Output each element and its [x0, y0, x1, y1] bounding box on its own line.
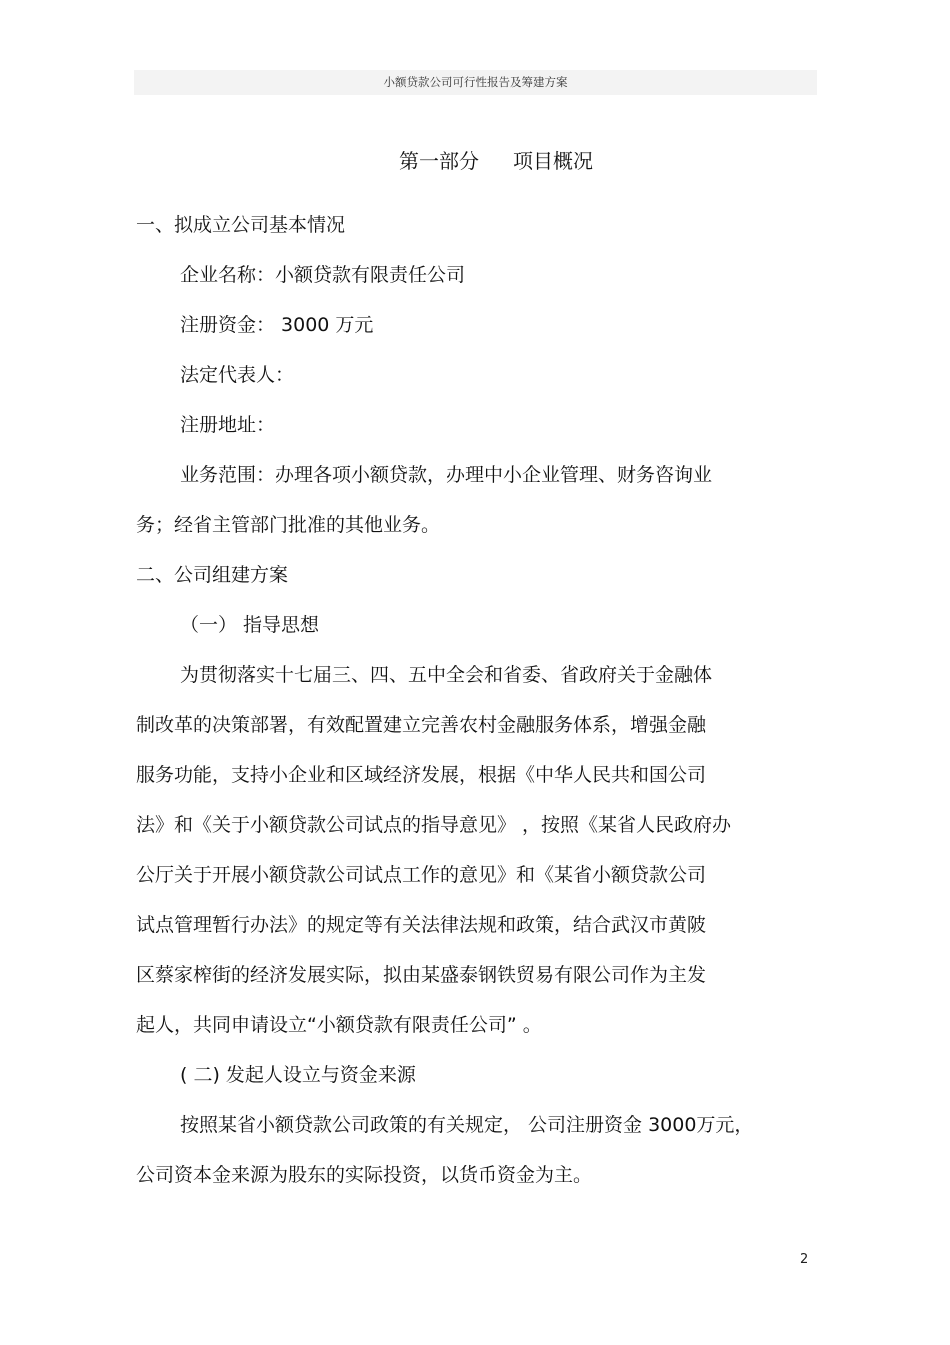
running-header: 小额贷款公司可行性报告及筹建方案: [134, 70, 817, 95]
business-scope-line: 业务范围：办理各项小额贷款，办理中小企业管理、财务咨询业: [180, 464, 713, 486]
paragraph-line: 区蔡家榨街的经济发展实际，拟由某盛泰钢铁贸易有限公司作为主发: [136, 964, 707, 986]
paragraph-line: 公厅关于开展小额贷款公司试点工作的意见》和《某省小额贷款公司: [136, 864, 707, 886]
legal-representative-line: 法定代表人：: [180, 364, 295, 386]
paragraph-line: 为贯彻落实十七届三、四、五中全会和省委、省政府关于金融体: [180, 664, 713, 686]
paragraph-line: 试点管理暂行办法》的规定等有关法律法规和政策，结合武汉市黄陂: [136, 914, 707, 936]
business-scope-line: 务；经省主管部门批准的其他业务。: [136, 514, 441, 536]
section-title-2: 二、公司组建方案: [136, 564, 289, 586]
subsection-title: （一） 指导思想: [180, 614, 320, 636]
part-label: 第一部分: [399, 149, 479, 173]
paragraph-line: 起人，共同申请设立“小额贷款有限责任公司” 。: [136, 1014, 542, 1036]
paragraph-line: 公司资本金来源为股东的实际投资，以货币资金为主。: [136, 1164, 593, 1186]
page-number: 2: [800, 1252, 809, 1267]
company-name-line: 企业名称：小额贷款有限责任公司: [180, 264, 466, 286]
registered-capital-line: 注册资金： 3000 万元: [180, 314, 374, 336]
section-title-1: 一、拟成立公司基本情况: [136, 214, 346, 236]
subsection-title: ( 二) 发起人设立与资金来源: [180, 1064, 416, 1086]
part-title: 项目概况: [513, 149, 593, 173]
paragraph-line: 法》和《关于小额贷款公司试点的指导意见》 ，按照《某省人民政府办: [136, 814, 732, 836]
paragraph-line: 制改革的决策部署，有效配置建立完善农村金融服务体系，增强金融: [136, 714, 707, 736]
registered-address-line: 注册地址：: [180, 414, 276, 436]
section-heading: [0, 146, 950, 176]
paragraph-line: 服务功能，支持小企业和区域经济发展，根据《中华人民共和国公司: [136, 764, 707, 786]
paragraph-line: 按照某省小额贷款公司政策的有关规定， 公司注册资金 3000万元，: [180, 1114, 754, 1136]
